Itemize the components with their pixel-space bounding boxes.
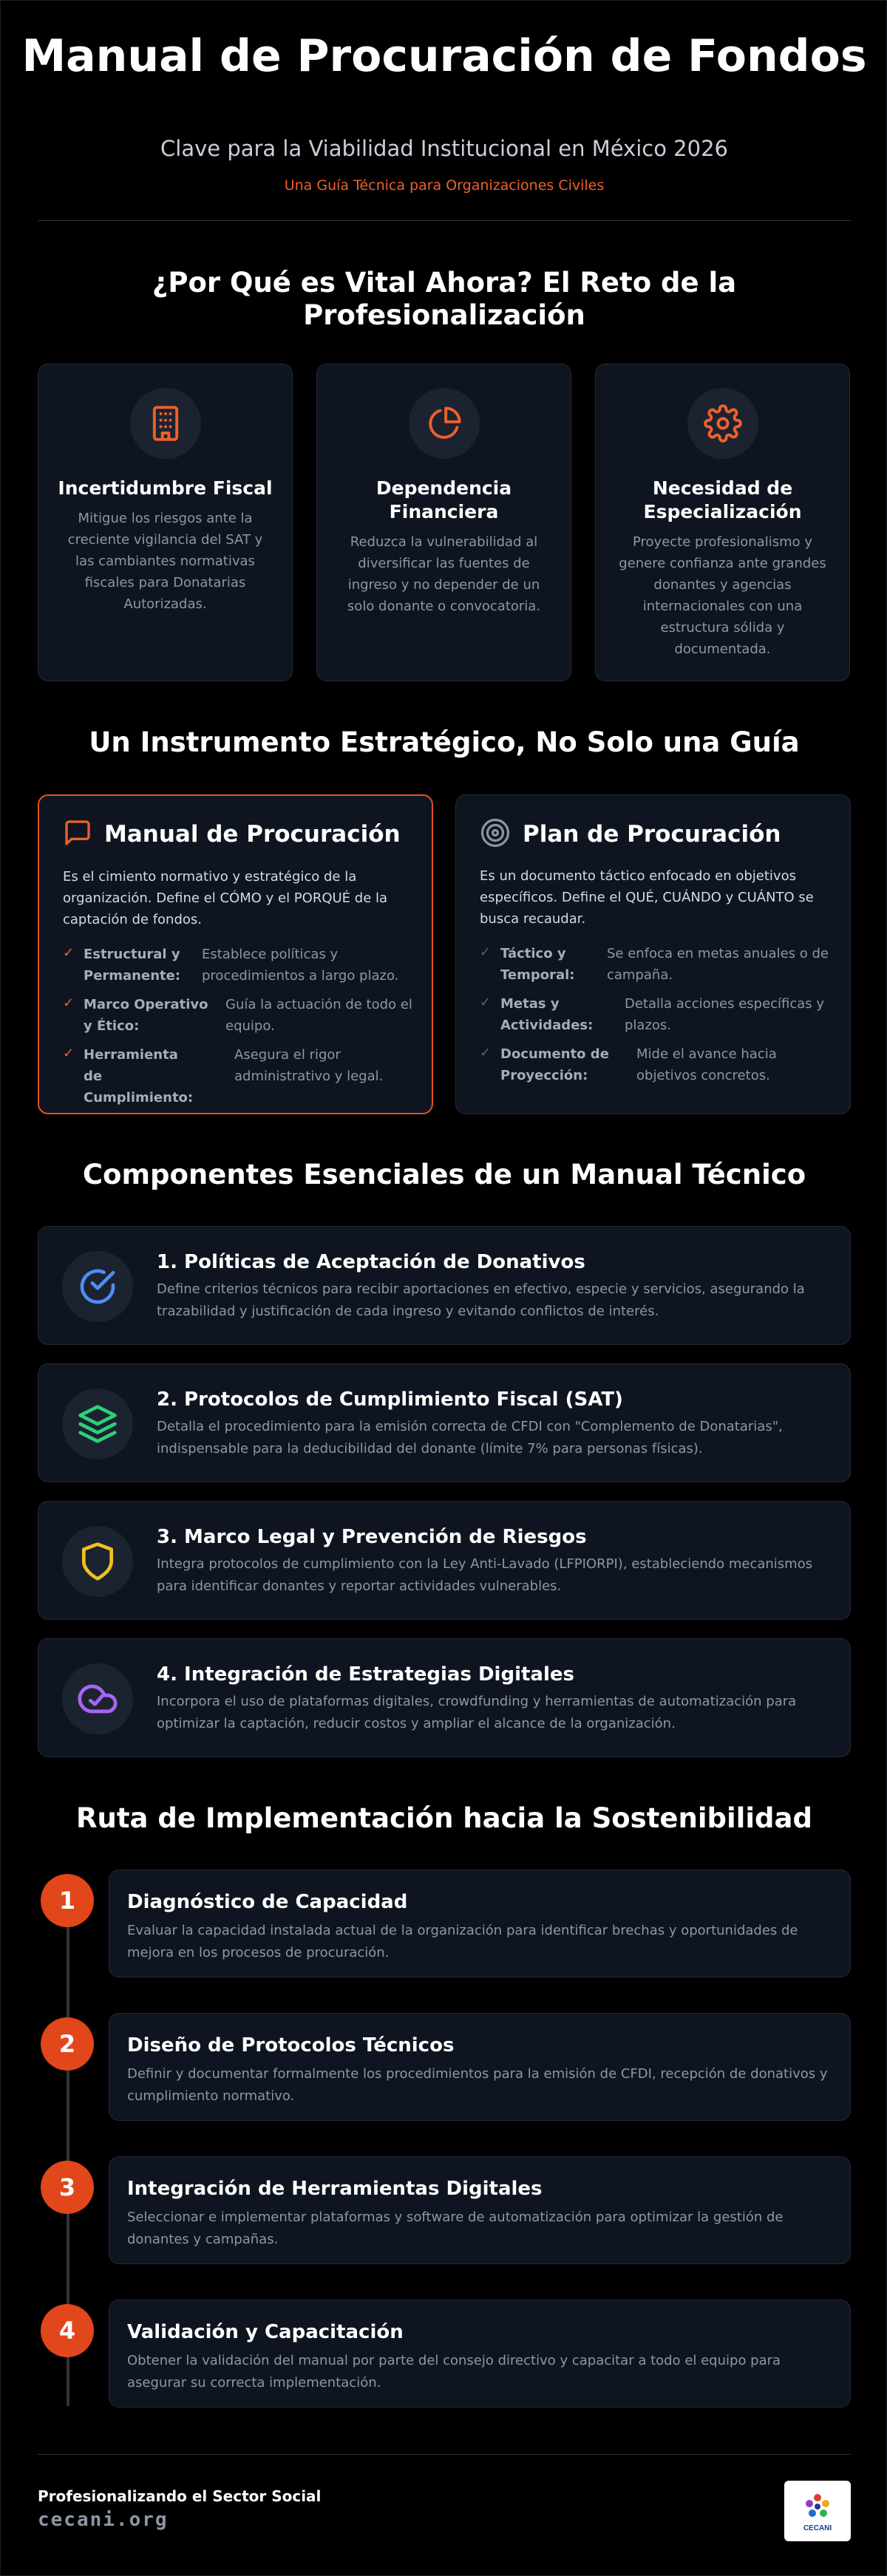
roadmap-section-title: Ruta de Implementación hacia la Sostenibilidad [76,1802,812,1834]
step-card-tools [109,2156,851,2264]
feature-key: Táctico y Temporal: [500,946,575,983]
manual-card-title: Manual de Procuración [104,821,401,848]
component-text: Integra protocolos de cumplimiento con la Ley Anti-Lavado (LFPIORPI), estableciendo mecanismos para identificar donantes y reportar actividades vulnerables. [157,1556,813,1594]
why-card-financial [316,364,571,681]
manual-feature-list [63,944,414,1105]
step-number: 2 [41,2017,94,2071]
step-number: 4 [41,2304,94,2357]
manual-card [38,794,433,1114]
list-item [480,943,832,993]
list-item [63,994,414,1044]
component-card-fiscal [38,1363,851,1482]
instrument-section-title: Un Instrumento Estratégico, No Solo una Guía [89,726,800,758]
feature-value: Guía la actuación de todo el equipo. [225,997,412,1034]
gear-icon [687,388,758,459]
step-title: Integración de Herramientas Digitales [127,2178,543,2200]
feature-key: Documento de Proyección: [500,1046,609,1083]
cloud-icon [62,1663,133,1734]
step-text: Evaluar la capacidad instalada actual de la organización para identificar brechas y oportunidades de mejora en los procesos de procuración. [127,1923,798,1960]
check-circle-icon [62,1251,133,1322]
pie-chart-icon [409,388,480,459]
footer-site-link[interactable]: cecani.org [38,2509,169,2531]
step-text: Seleccionar e implementar plataformas y software de automatización para optimizar la gestión de donantes y campañas. [127,2209,784,2247]
layers-icon [62,1388,133,1459]
header-divider [38,220,851,221]
step-title: Diseño de Protocolos Técnicos [127,2034,455,2057]
list-item [63,944,414,994]
component-title: 4. Integración de Estrategias Digitales [157,1663,574,1686]
step-card-diagnostic [109,1870,851,1977]
list-item [480,1043,832,1094]
feature-value: Detalla acciones específicas y plazos. [625,996,825,1033]
logo-text: CECANI [803,2524,832,2532]
page-subtitle: Clave para la Viabilidad Institucional en México 2026 [160,136,728,161]
why-card-text: Proyecte profesionalismo y genere confianza ante grandes donantes y agencias internacionales con una estructura sólida y documentada. [619,534,826,657]
check-icon: ✓ [480,995,492,1010]
logo-mark-icon [801,2490,834,2523]
feature-key: Metas y Actividades: [500,996,594,1033]
building-icon [130,388,201,459]
step-text: Definir y documentar formalmente los procedimientos para la emisión de CFDI, recepción de donativos y cumplimiento normativo. [127,2066,828,2104]
feature-value: Mide el avance hacia objetivos concretos. [636,1046,777,1083]
footer-tagline: Profesionalizando el Sector Social [38,2487,322,2505]
why-card-title: Incertidumbre Fiscal [58,477,273,499]
plan-feature-list [480,943,832,1094]
feature-key: Herramienta de Cumplimiento: [84,1047,194,1105]
why-card-title: Necesidad de Especialización [643,477,802,522]
cecani-logo [784,2481,851,2541]
footer-divider [38,2454,851,2455]
why-card-specialization [595,364,850,681]
component-card-legal [38,1501,851,1620]
page-title: Manual de Procuración de Fondos [21,30,867,82]
why-card-text: Mitigue los riesgos ante la creciente vigilancia del SAT y las cambiantes normativas fiscales para Donatarias Autorizadas. [67,511,263,612]
why-card-fiscal [38,364,293,681]
why-section-title: ¿Por Qué es Vital Ahora? El Reto de la Profesionalización [152,267,737,331]
check-icon: ✓ [63,945,75,961]
component-card-donations [38,1226,851,1345]
plan-card-description: Es un documento táctico enfocado en objetivos específicos. Define el QUÉ, CUÁNDO y CUÁNTO se busca recaudar. [480,868,814,927]
feature-key: Estructural y Permanente: [84,947,181,984]
list-item [63,1044,414,1105]
step-number: 1 [41,1874,94,1927]
feature-value: Se enfoca en metas anuales o de campaña. [607,946,829,983]
check-icon: ✓ [480,944,492,960]
component-text: Detalla el procedimiento para la emisión correcta de CFDI con "Complemento de Donatarias", indispensable para la deducibilidad del donante (límite 7% para personas físicas). [157,1419,783,1456]
check-icon: ✓ [63,1046,75,1061]
step-title: Diagnóstico de Capacidad [127,1891,408,1913]
component-title: 2. Protocolos de Cumplimiento Fiscal (SAT) [157,1388,623,1411]
step-card-design [109,2013,851,2121]
component-title: 1. Políticas de Aceptación de Donativos [157,1251,585,1273]
components-section-title: Componentes Esenciales de un Manual Técnico [82,1159,806,1190]
component-text: Incorpora el uso de plataformas digitales, crowdfunding y herramientas de automatización para optimizar la captación, reducir costos y ampliar el alcance de la organización. [157,1694,797,1731]
component-title: 3. Marco Legal y Prevención de Riesgos [157,1526,587,1548]
list-item [480,993,832,1043]
chat-square-icon [63,818,92,851]
plan-card [455,794,851,1114]
plan-card-title: Plan de Procuración [523,821,781,848]
step-number: 3 [41,2161,94,2214]
check-icon: ✓ [63,995,75,1011]
component-text: Define criterios técnicos para recibir aportaciones en efectivo, especie y servicios, asegurando la trazabilidad y justificación de cada ingreso y evitando conflictos de interés. [157,1281,805,1319]
component-card-digital [38,1638,851,1757]
feature-value: Asegura el rigor administrativo y legal. [234,1047,384,1084]
why-card-title: Dependencia Financiera [375,477,512,522]
target-icon [480,817,511,851]
page-tagline: Una Guía Técnica para Organizaciones Civiles [284,177,605,194]
check-icon: ✓ [480,1045,492,1060]
step-title: Validación y Capacitación [127,2321,404,2343]
step-text: Obtener la validación del manual por parte del consejo directivo y capacitar a todo el equipo para asegurar su correcta implementación. [127,2353,781,2391]
manual-card-description: Es el cimiento normativo y estratégico de la organización. Define el CÓMO y el PORQUÉ de la captación de fondos. [63,869,388,927]
feature-key: Marco Operativo y Ético: [84,997,208,1034]
step-card-validation [109,2300,851,2408]
feature-value: Establece políticas y procedimientos a largo plazo. [202,947,399,984]
shield-icon [62,1526,133,1597]
why-card-text: Reduzca la vulnerabilidad al diversificar las fuentes de ingreso y no depender de un solo donante o convocatoria. [347,534,541,614]
